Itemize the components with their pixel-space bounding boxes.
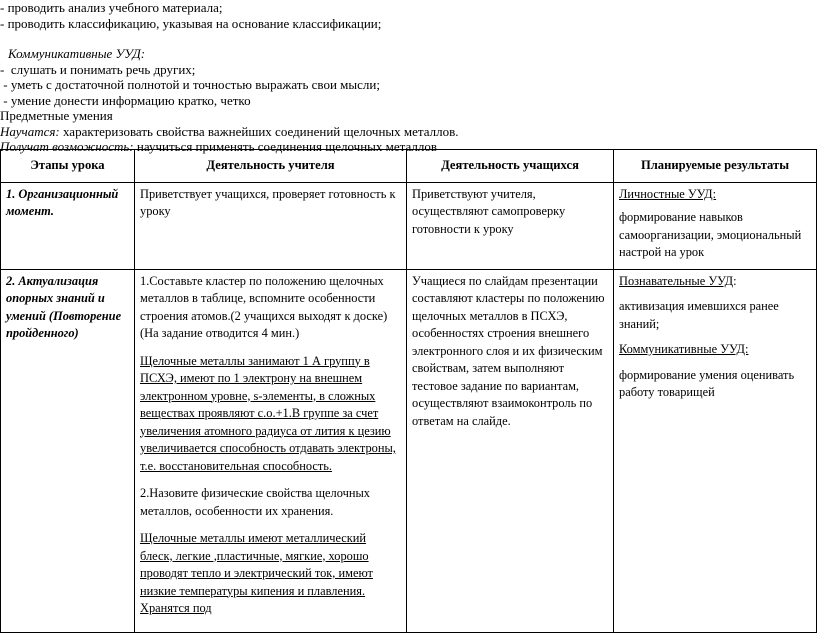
communicative-item: - слушать и понимать речь других;	[0, 61, 196, 77]
intro-line: - проводить анализ учебного материала;	[0, 0, 223, 15]
learn-text: характеризовать свойства важнейших соединений щелочных металлов.	[59, 123, 459, 139]
teacher-task: 1.Составьте кластер по положению щелочных металлов в таблице, вспомните особенности строения атомов.(2 учащихся выходят к доске) (На задание отводится 4 мин.)	[140, 273, 388, 340]
stage-cell	[1, 182, 135, 269]
result-text: активизация имевшихся ранее знаний;	[619, 299, 779, 331]
result-title: Личностные УУД:	[619, 186, 717, 201]
opportunity-label: Получат возможность:	[0, 139, 134, 154]
learn-label: Научатся:	[0, 123, 60, 139]
students-cell	[407, 269, 614, 632]
header-students: Деятельность учащихся	[407, 150, 614, 183]
teacher-task: 2.Назовите физические свойства щелочных металлов, особенности их хранения.	[140, 486, 370, 518]
results-cell	[614, 269, 817, 632]
table-row	[1, 269, 817, 632]
intro-line: - проводить классификацию, указывая на основание классификации;	[0, 15, 382, 31]
teacher-cell	[135, 182, 407, 269]
result-text: формирование навыков самоорганизации, эмоциональный настрой на урок	[619, 210, 802, 259]
header-stages: Этапы урока	[1, 150, 135, 183]
header-results: Планируемые результаты	[614, 150, 817, 183]
students-text: Приветствуют учителя, осуществляют самопроверку готовности к уроку	[412, 186, 566, 236]
table-row	[1, 182, 817, 269]
opportunity-text: научиться применять соединения щелочных металлов	[133, 139, 437, 154]
result-title: Познавательные УУД	[619, 273, 734, 288]
table-header-row	[1, 150, 817, 183]
teacher-answer: Щелочные металлы занимают 1 А группу в ПСХЭ, имеют по 1 электрону на внешнем электронном уровне, s-элементы, в сложных веществах проявляют с.о.+1.В группе за счет увеличения атомного радиуса от лития к цезию увеличивается способность отдавать электроны, т.е. восстановительная способность.	[140, 353, 396, 473]
stage-label: 1. Организационный момент.	[6, 186, 119, 218]
lesson-table	[0, 149, 817, 633]
communicative-item: - уметь с достаточной полнотой и точностью выражать свои мысли;	[0, 77, 380, 92]
students-text: Учащиеся по слайдам презентации составляют кластеры по положению щелочных металлов в ПСХЭ, особенностях строения внешнего электронного слоя и их физическим свойствам, затем выполняют тестовое задание по вариантам, осуществляют взаимоконтроль по ответам на слайде.	[412, 273, 605, 428]
result-colon: :	[733, 273, 737, 288]
students-cell	[407, 182, 614, 269]
teacher-text: Приветствует учащихся, проверяет готовность к уроку	[140, 186, 396, 218]
result-title-line	[619, 273, 810, 291]
teacher-cell	[135, 269, 407, 632]
result-title: Коммуникативные УУД:	[619, 342, 749, 356]
learn-line	[0, 124, 816, 140]
results-cell	[614, 182, 817, 269]
subject-title: Предметные умения	[0, 108, 113, 123]
communicative-title: Коммуникативные УУД:	[8, 46, 146, 61]
communicative-item: - умение донести информацию кратко, четко	[0, 92, 251, 108]
intro-section	[0, 0, 816, 155]
stage-label: 2. Актуализация опорных знаний и умений (Повторение пройденного)	[6, 273, 122, 340]
stage-cell	[1, 269, 135, 632]
result-text: формирование умения оценивать работу товарищей	[619, 367, 795, 399]
header-teacher: Деятельность учителя	[135, 150, 407, 183]
teacher-answer: Щелочные металлы имеют металлический блеск, легкие ,пластичные, мягкие, хорошо проводят тепло и электрический ток, имеют низкие температуры кипения и плавления. Хранятся под	[140, 531, 373, 615]
